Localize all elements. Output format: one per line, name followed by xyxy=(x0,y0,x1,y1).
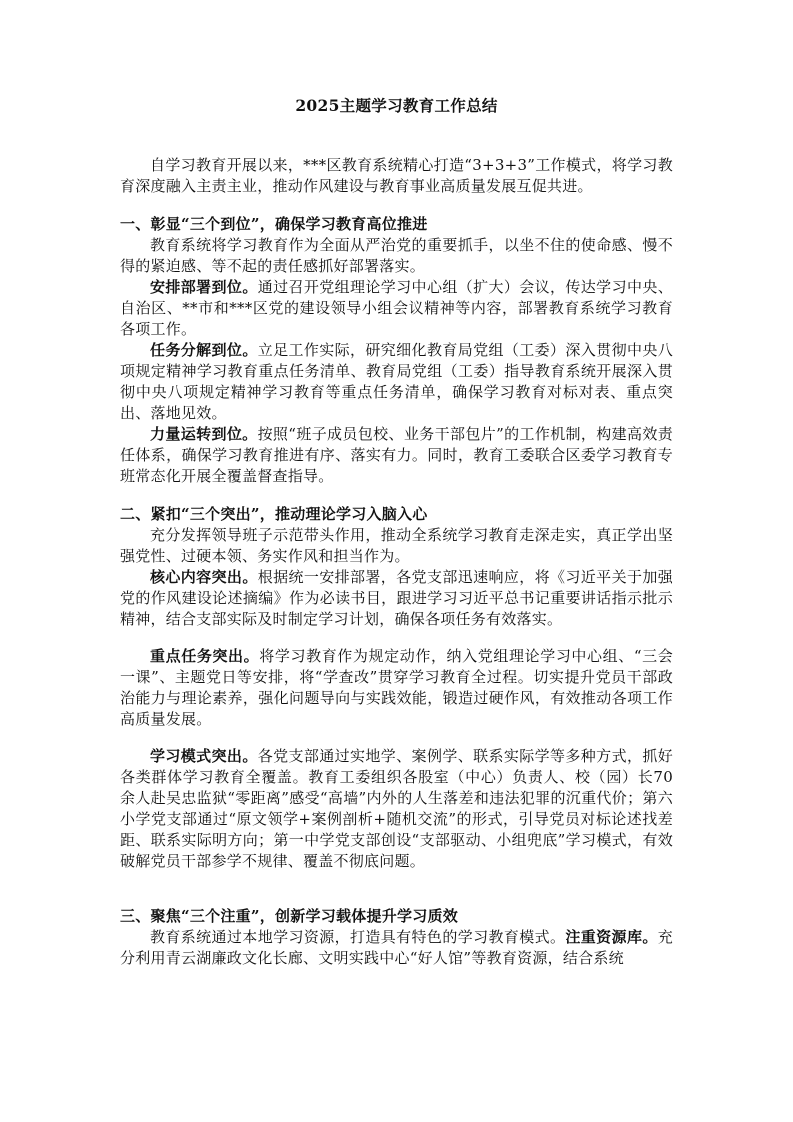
document-title: 2025主题学习教育工作总结 xyxy=(295,96,498,115)
section-2-paragraph-1 xyxy=(120,567,673,630)
section-3-heading: 三、聚焦“三个注重”，创新学习载体提升学习质效 xyxy=(120,907,459,925)
intro-paragraph: 自学习教育开展以来，***区教育系统精心打造“3+3+3”工作模式，将学习教育深度融入主责主业，推动作风建设与教育事业高质量发展互促共进。 xyxy=(120,156,673,195)
section-1-paragraph-1-bold: 安排部署到位。 xyxy=(150,278,258,296)
section-2-paragraph-2-text: 将学习教育作为规定动作，纳入党组理论学习中心组、“三会一课”、主题党日等安排，将“学查改”贯穿学习教育全过程。切实提升党员干部政治能力与理论素养，强化问题导向与实践效能，锻造过硬作风，有效推动各项工作高质量发展。 xyxy=(120,647,673,728)
section-3-lead-text: 教育系统通过本地学习资源，打造具有特色的学习教育模式。 xyxy=(150,928,566,946)
section-2-paragraph-1-bold: 核心内容突出。 xyxy=(150,568,258,586)
section-1-paragraph-2-bold: 任务分解到位。 xyxy=(150,341,258,359)
section-2-lead: 充分发挥领导班子示范带头作用，推动全系统学习教育走深走实，真正学出坚强党性、过硬本领、务实作风和担当作为。 xyxy=(120,526,673,565)
section-2-heading: 二、紧扣“三个突出”，推动理论学习入脑入心 xyxy=(120,505,428,523)
section-1-paragraph-3 xyxy=(120,424,673,487)
section-1-paragraph-2-text: 立足工作实际，研究细化教育局党组（工委）深入贯彻中央八项规定精神学习教育重点任务清单、教育局党组（工委）指导教育系统开展深入贯彻中央八项规定精神学习教育等重点任务清单，确保学习教育对标对表、重点突出、落地见效。 xyxy=(120,341,673,422)
section-1-paragraph-2 xyxy=(120,340,673,424)
section-2-paragraph-2 xyxy=(120,646,673,730)
section-1-paragraph-3-bold: 力量运转到位。 xyxy=(150,425,258,443)
section-3-lead-bold: 注重资源库。 xyxy=(565,928,658,946)
section-2-paragraph-3-text: 各党支部通过实地学、案例学、联系实际学等多种方式，抓好各类群体学习教育全覆盖。教育工委组织各股室（中心）负责人、校（园）长70余人赴吴忠监狱“零距离”感受“高墙”内外的人生落差和违法犯罪的沉重代价；第六小学党支部通过“原文领学+案例剖析+随机交流”的形式，引导党员对标论述找差距、联系实际明方向；第一中学党支部创设“支部驱动、小组兜底”学习模式，有效破解党员干部参学不规律、覆盖不彻底问题。 xyxy=(120,747,673,870)
section-2-paragraph-3 xyxy=(120,746,673,872)
section-1-paragraph-1-text: 通过召开党组理论学习中心组（扩大）会议，传达学习中央、自治区、**市和***区党的建设领导小组会议精神等内容，部署教育系统学习教育各项工作。 xyxy=(120,278,673,338)
section-1-paragraph-3-text: 按照“班子成员包校、业务干部包片”的工作机制，构建高效责任体系，确保学习教育推进有序、落实有力。同时，教育工委联合区委学习教育专班常态化开展全覆盖督查指导。 xyxy=(120,425,673,485)
section-3-lead xyxy=(120,927,673,969)
section-3-lead-tail: 充分利用青云湖廉政文化长廊、文明实践中心“好人馆”等教育资源，结合系统 xyxy=(120,928,673,967)
section-1-heading: 一、彰显“三个到位”，确保学习教育高位推进 xyxy=(120,215,428,233)
section-2-paragraph-3-bold: 学习模式突出。 xyxy=(150,747,258,765)
document-body xyxy=(120,155,673,969)
section-2-paragraph-2-bold: 重点任务突出。 xyxy=(150,647,260,665)
section-1-paragraph-1 xyxy=(120,277,673,340)
section-2-paragraph-1-text: 根据统一安排部署，各党支部迅速响应，将《习近平关于加强党的作风建设论述摘编》作为必读书目，跟进学习习近平总书记重要讲话指示批示精神，结合支部实际及时制定学习计划，确保各项任务有效落实。 xyxy=(120,568,673,628)
section-1-lead: 教育系统将学习教育作为全面从严治党的重要抓手，以坐不住的使命感、慢不得的紧迫感、等不起的责任感抓好部署落实。 xyxy=(120,236,673,275)
